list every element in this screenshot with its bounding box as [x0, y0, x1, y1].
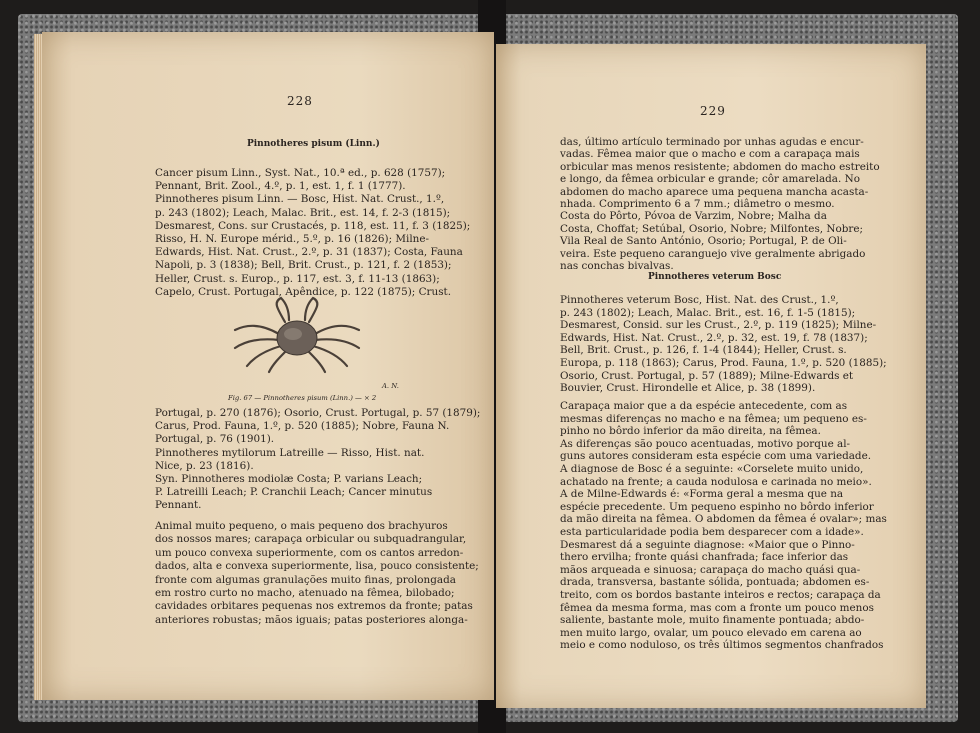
text-line: treito, com os bordos bastante inteiros e rectos; carapaça da — [560, 589, 881, 601]
text-line: das, último artículo terminado por unhas agudas e encur- — [560, 136, 864, 148]
species-heading: Pinnotheres veterum Bosc — [648, 272, 782, 282]
text-line: da mão direita na fêmea. O abdomen da fêmea é ovalar»; mas — [560, 513, 887, 526]
text-line: Pinnotheres mytilorum Latreille — Risso, Hist. nat. — [155, 446, 425, 459]
text-line: Risso, H. N. Europe mérid., 5.º, p. 16 (1826); Milne- — [155, 233, 430, 245]
text-line: Capelo, Crust. Portugal, Apêndice, p. 122 (1875); Crust. — [155, 285, 452, 298]
text-line: Syn. Pinnotheres modiolæ Costa; P. varians Leach; — [155, 473, 423, 485]
text-line: nas conchas bivalvas. — [560, 260, 674, 272]
page-number: 229 — [700, 104, 726, 118]
text-line: esta particularidade podia bem desparecer com a idade». — [560, 526, 864, 538]
text-line: achatado na frente; a cauda nodulosa e carinada no meio». — [560, 475, 872, 488]
figure-initials: A. N. — [382, 382, 399, 390]
text-line: pinho no bôrdo inferior da mão direita, na fêmea. — [560, 425, 821, 438]
text-line: Vila Real de Santo António, Osorio; Portugal, P. de Oli- — [560, 235, 847, 248]
text-line: Pennant. — [155, 499, 202, 512]
text-line: veira. Este pequeno caranguejo vive geralmente abrigado — [560, 247, 866, 260]
left-page — [42, 32, 494, 700]
text-line: vadas. Fêmea maior que o macho e com a carapaça mais — [560, 148, 860, 161]
text-line: Pinnotheres pisum Linn. — Bosc, Hist. Nat. Crust., 1.º, — [155, 193, 445, 206]
text-line: Pinnotheres veterum Bosc, Hist. Nat. des Crust., 1.º, — [560, 294, 839, 306]
text-line: Portugal, p. 270 (1876); Osorio, Crust. Portugal, p. 57 (1879); — [155, 407, 481, 419]
species-heading: Pinnotheres pisum (Linn.) — [247, 139, 380, 149]
text-line: P. Latreilli Leach; P. Cranchii Leach; Cancer minutus — [155, 486, 433, 499]
text-line: um pouco convexa superiormente, com os cantos arredon- — [155, 546, 464, 559]
text-line: saliente, bastante mole, muito finamente pontuada; abdo- — [560, 614, 865, 627]
text-line: Nice, p. 23 (1816). — [155, 459, 254, 472]
text-line: p. 243 (1802); Leach, Malac. Brit., est. 14, f. 2-3 (1815); — [155, 206, 451, 219]
text-line: Europa, p. 118 (1863); Carus, Prod. Fauna, 1.º, p. 520 (1885); — [560, 357, 887, 369]
crab-figure — [227, 294, 367, 374]
text-line: Desmarest, Consid. sur les Crust., 2.º, p. 119 (1825); Milne- — [560, 319, 877, 332]
text-line: espécie precedente. Um pequeno espinho no bôrdo inferior — [560, 500, 874, 513]
text-line: mesmas diferenças no macho e na fêmea; um pequeno es- — [560, 412, 867, 425]
text-line: nhada. Comprimento 6 a 7 mm.; diâmetro o mesmo. — [560, 198, 835, 210]
text-line: meio e como noduloso, os três últimos segmentos chanfrados — [560, 639, 884, 652]
text-line: orbicular mas menos resistente; abdomen do macho estreito — [560, 160, 880, 173]
text-line: Bouvier, Crust. Hirondelle et Alice, p. 38 (1899). — [560, 382, 816, 395]
text-line: Costa, Choffat; Setúbal, Osorio, Nobre; Milfontes, Nobre; — [560, 222, 864, 235]
text-line: Pennant, Brit. Zool., 4.º, p. 1, est. 1, f. 1 (1777). — [155, 180, 406, 193]
text-line: em rostro curto no macho, atenuado na fêmea, bilobado; — [155, 587, 455, 599]
text-line: p. 243 (1802); Leach, Malac. Brit., est. 16, f. 1-5 (1815); — [560, 306, 856, 319]
text-line: abdomen do macho aparece uma pequena mancha acasta- — [560, 185, 869, 198]
text-line: Cancer pisum Linn., Syst. Nat., 10.ª ed., p. 628 (1757); — [155, 167, 446, 179]
text-line: Heller, Crust. s. Europ., p. 117, est. 3, f. 11-13 (1863); — [155, 272, 440, 285]
text-line: dos nossos mares; carapaça orbicular ou subquadrangular, — [155, 533, 467, 546]
text-line: Bell, Brit. Crust., p. 126, f. 1-4 (1844); Heller, Crust. s. — [560, 344, 847, 357]
text-line: drada, transversa, bastante sólida, pontuada; abdomen es- — [560, 576, 870, 589]
text-line: men muito largo, ovalar, um pouco elevado em carena ao — [560, 626, 862, 639]
text-line: Carus, Prod. Fauna, 1.º, p. 520 (1885); Nobre, Fauna N. — [155, 420, 450, 433]
text-line: Animal muito pequeno, o mais pequeno dos brachyuros — [155, 520, 448, 532]
text-line: anteriores robustas; mãos iguais; patas posteriores alonga- — [155, 613, 468, 626]
text-line: As diferenças são pouco acentuadas, motivo porque al- — [560, 437, 851, 450]
text-line: fêmea da mesma forma, mas com a fronte um pouco menos — [560, 601, 874, 614]
figure-caption: Fig. 67 — Pinnotheres pisum (Linn.) — × 2 — [228, 394, 377, 402]
text-line: Carapaça maior que a da espécie antecedente, com as — [560, 400, 848, 412]
text-line: cavidades orbitares pequenas nos extremos da fronte; patas — [155, 600, 473, 613]
text-line: Edwards, Hist. Nat. Crust., 2.º, p. 32, est. 19, f. 78 (1837); — [560, 331, 868, 344]
text-line: e longo, da fêmea orbicular e grande; côr amarelada. No — [560, 173, 860, 186]
text-line: Desmarest, Cons. sur Crustacés, p. 118, est. 11, f. 3 (1825); — [155, 219, 471, 232]
text-line: Costa do Pôrto, Póvoa de Varzim, Nobre; Malha da — [560, 210, 827, 223]
right-page — [496, 44, 926, 708]
text-line: mãos arqueada e sinuosa; carapaça do macho quási qua- — [560, 563, 861, 576]
text-line: thero ervilha; fronte quási chanfrada; face inferior das — [560, 551, 849, 564]
text-line: Osorio, Crust. Portugal, p. 57 (1889); Milne-Edwards et — [560, 369, 854, 382]
text-line: A de Milne-Edwards é: «Forma geral a mesma que na — [560, 488, 844, 501]
text-line: guns autores consideram esta espécie com uma variedade. — [560, 450, 872, 463]
text-line: Napoli, p. 3 (1838); Bell, Brit. Crust., p. 121, f. 2 (1853); — [155, 259, 452, 272]
text-line: Edwards, Hist. Nat. Crust., 2.º, p. 31 (1837); Costa, Fauna — [155, 246, 463, 259]
page-number: 228 — [287, 94, 313, 108]
text-line: dados, alta e convexa superiormente, lisa, pouco consistente; — [155, 560, 479, 573]
text-line: Desmarest dá a seguinte diagnose: «Maior que o Pinno- — [560, 538, 855, 551]
text-line: Portugal, p. 76 (1901). — [155, 433, 275, 446]
text-line: fronte com algumas granulações muito finas, prolongada — [155, 573, 456, 586]
text-line: A diagnose de Bosc é a seguinte: «Corselete muito unido, — [560, 463, 864, 475]
